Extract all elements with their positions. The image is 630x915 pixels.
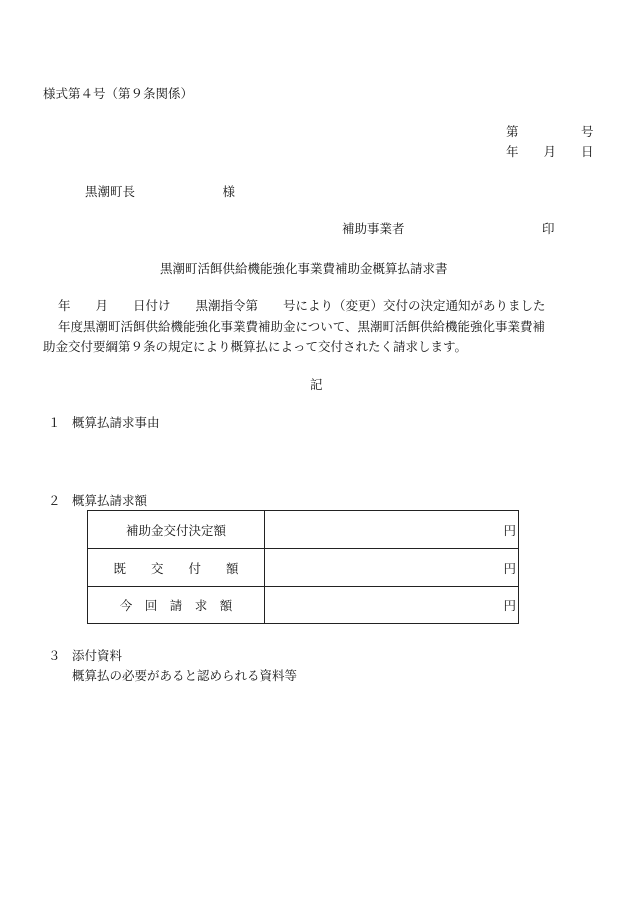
form-number-label: 様式第４号（第９条関係） <box>43 86 194 101</box>
section-1-number: １ <box>48 415 61 430</box>
table-row <box>88 587 518 623</box>
table-row <box>88 549 518 587</box>
body-line-2: 年度黒潮町活餌供給機能強化事業費補助金について、黒潮町活餌供給機能強化事業費補 <box>58 319 546 334</box>
ki-heading: 記 <box>310 377 323 392</box>
section-3-number: ３ <box>48 648 61 663</box>
table-row-label: 補助金交付決定額 <box>88 511 265 548</box>
table-row-value <box>265 511 518 548</box>
table-row-value <box>265 587 518 623</box>
yen-unit: 円 <box>503 560 516 576</box>
applicant-line: 補助事業者 印 <box>342 221 555 236</box>
table-row-value <box>265 549 518 586</box>
document-title: 黒潮町活餌供給機能強化事業費補助金概算払請求書 <box>160 261 448 276</box>
document-date: 年 月 日 <box>506 144 594 159</box>
section-2-heading: 概算払請求額 <box>72 493 148 508</box>
section-3-text: 概算払の必要があると認められる資料等 <box>72 668 298 683</box>
table-row-label: 今 回 請 求 額 <box>88 587 265 623</box>
request-amount-table <box>87 510 519 624</box>
section-2-number: ２ <box>48 493 61 508</box>
yen-unit: 円 <box>503 598 516 613</box>
yen-unit: 円 <box>503 522 516 538</box>
section-1-heading: 概算払請求事由 <box>72 415 160 430</box>
body-line-3: 助金交付要綱第９条の規定により概算払によって交付されたく請求します。 <box>43 339 468 354</box>
table-row-label: 既 交 付 額 <box>88 549 265 586</box>
addressee: 黒潮町長 様 <box>85 184 236 199</box>
table-row <box>88 511 518 549</box>
section-3-heading: 添付資料 <box>72 648 123 663</box>
body-line-1: 年 月 日付け 黒潮指令第 号により（変更）交付の決定通知がありました <box>58 298 546 313</box>
document-number: 第 号 <box>506 124 594 139</box>
